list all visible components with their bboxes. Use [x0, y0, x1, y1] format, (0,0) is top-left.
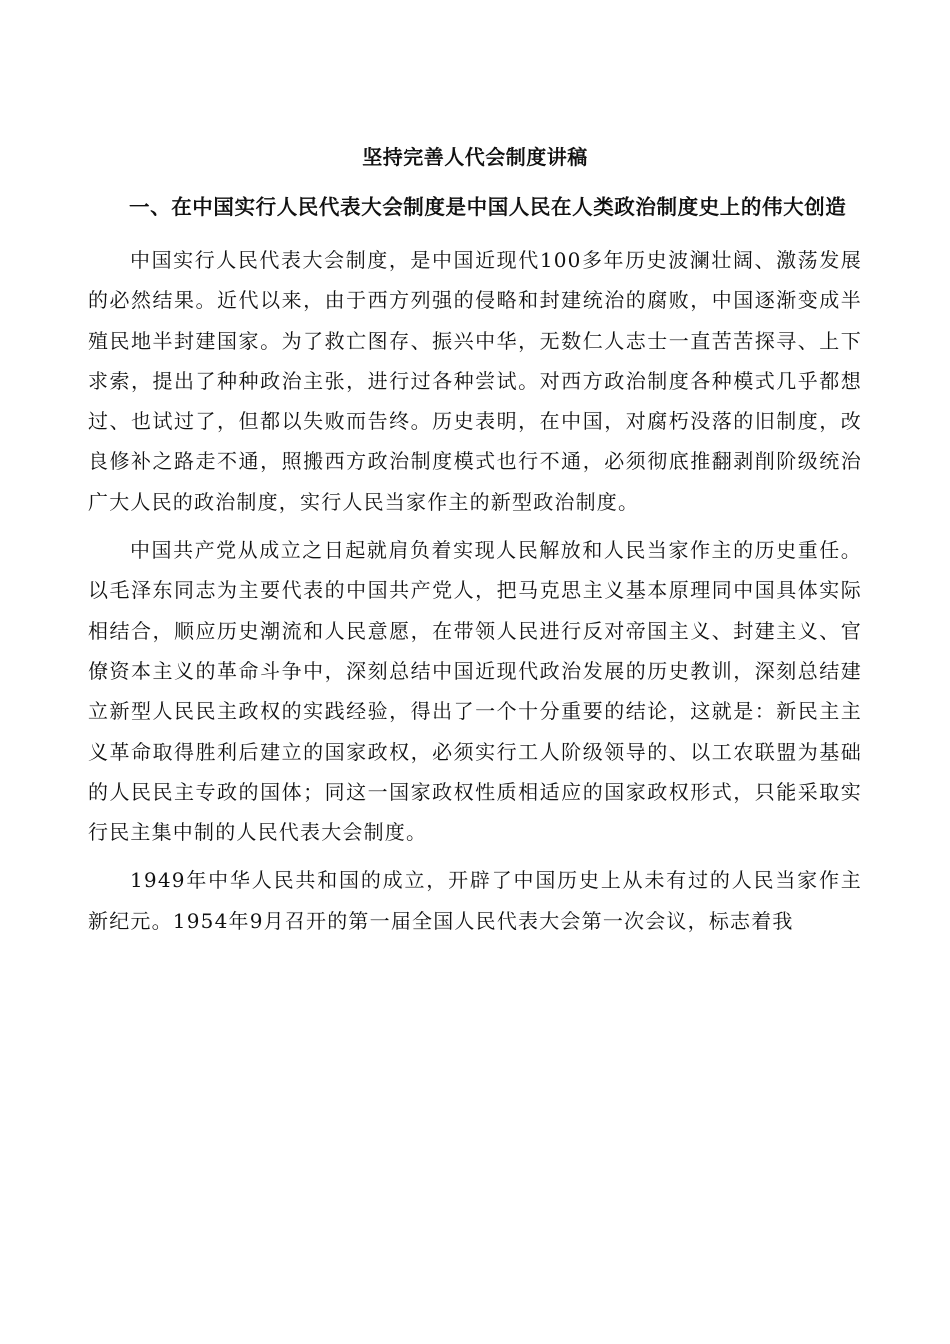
- paragraph-2: 中国共产党从成立之日起就肩负着实现人民解放和人民当家作主的历史重任。以毛泽东同志为主要代表的中国共产党人，把马克思主义基本原理同中国具体实际相结合，顺应历史潮流和人民意愿，在带领人民进行反对帝国主义、封建主义、官僚资本主义的革命斗争中，深刻总结中国近现代政治发展的历史教训，深刻总结建立新型人民民主政权的实践经验，得出了一个十分重要的结论，这就是：新民主主义革命取得胜利后建立的国家政权，必须实行工人阶级领导的、以工农联盟为基础的人民民主专政的国体；同这一国家政权性质相适应的国家政权形式，只能采取实行民主集中制的人民代表大会制度。: [88, 538, 862, 845]
- paragraph-3: 1949年中华人民共和国的成立，开辟了中国历史上从未有过的人民当家作主新纪元。1954年9月召开的第一届全国人民代表大会第一次会议，标志着我: [88, 868, 862, 933]
- paragraph-1: 中国实行人民代表大会制度，是中国近现代100多年历史波澜壮阔、激荡发展的必然结果。近代以来，由于西方列强的侵略和封建统治的腐败，中国逐渐变成半殖民地半封建国家。为了救亡图存、振兴中华，无数仁人志士一直苦苦探寻、上下求索，提出了种种政治主张，进行过各种尝试。对西方政治制度各种模式几乎都想过、也试过了，但都以失败而告终。历史表明，在中国，对腐朽没落的旧制度，改良修补之路走不通，照搬西方政治制度模式也行不通，必须彻底推翻剥削阶级统治广大人民的政治制度，实行人民当家作主的新型政治制度。: [88, 248, 862, 514]
- section-heading: 一、在中国实行人民代表大会制度是中国人民在人类政治制度史上的伟大创造: [129, 195, 847, 219]
- document-page: [88, 134, 862, 949]
- document-title: 坚持完善人代会制度讲稿: [362, 145, 588, 169]
